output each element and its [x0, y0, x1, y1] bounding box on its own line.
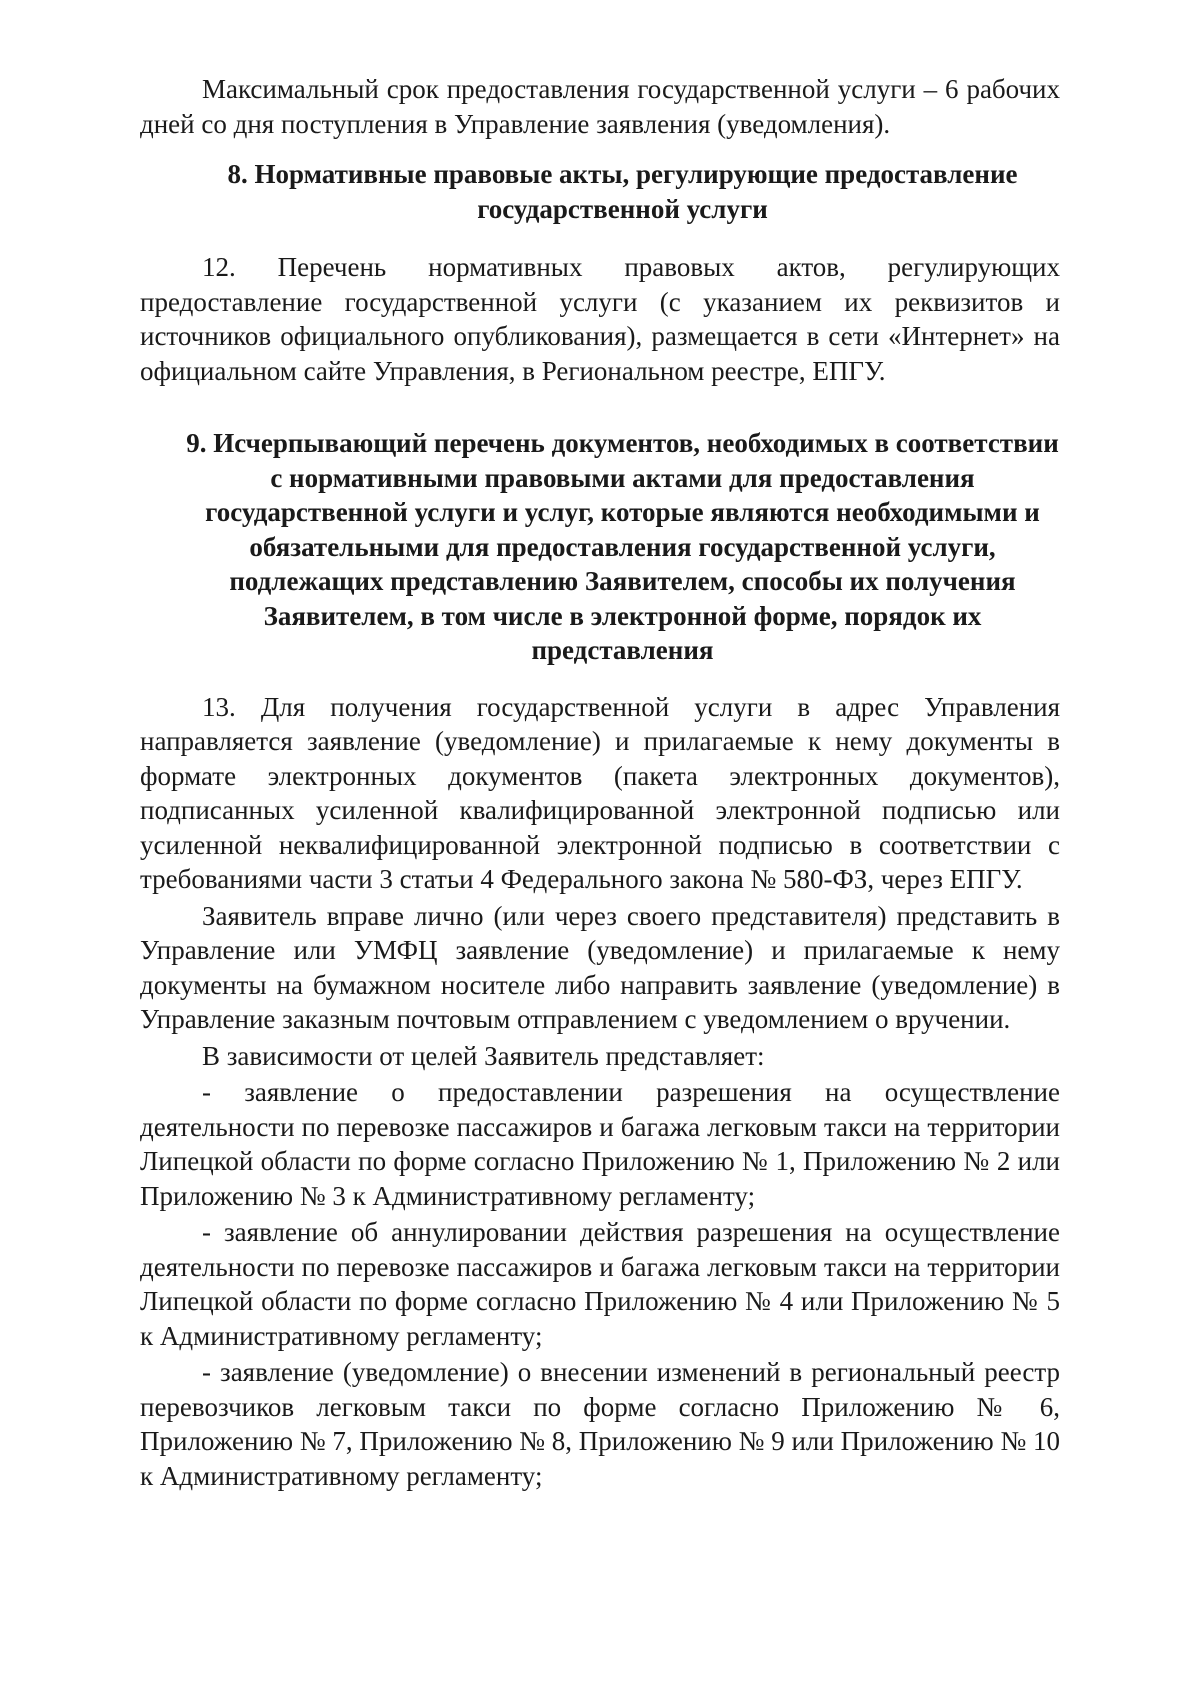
paragraph-depending-on-goals: В зависимости от целей Заявитель представляет: — [202, 1040, 765, 1071]
section-heading-9: 9. Исчерпывающий перечень документов, необходимых в соответствии с нормативными правовыми актами для предоставления государственной услуги и услуг, которые являются необходимыми и обязательными для предоставления государственной услуги, подлежащих представлению Заявителем, способы их получения Заявителем, в том числе в электронной форме, порядок их представления — [186, 428, 1059, 665]
list-item-registry-change-application: - заявление (уведомление) о внесении изменений в региональный реестр перевозчиков легковым такси по форме согласно Приложению № 6, Приложению № 7, Приложению № 8, Приложению № 9 или Приложению № 10 к Административному регламенту; — [140, 1357, 1060, 1491]
paragraph-13: 13. Для получения государственной услуги в адрес Управления направляется заявление (уведомление) и прилагаемые к нему документы в формате электронных документов (пакета электронных документов), подписанных усиленной квалифицированной электронной подписью или усиленной неквалифицированной электронной подписью в соответствии с требованиями части 3 статьи 4 Федерального закона № 580-ФЗ, через ЕПГУ. — [140, 691, 1060, 894]
document-page — [140, 72, 1060, 1493]
paragraph-applicant-rights: Заявитель вправе лично (или через своего представителя) представить в Управление или УМФЦ заявление (уведомление) и прилагаемые к нему документы на бумажном носителе либо направить заявление (уведомление) в Управление заказным почтовым отправлением с уведомлением о вручении. — [140, 900, 1060, 1034]
list-item-permit-application: - заявление о предоставлении разрешения на осуществление деятельности по перевозке пассажиров и багажа легковым такси на территории Липецкой области по форме согласно Приложению № 1, Приложению № 2 или Приложению № 3 к Административному регламенту; — [140, 1077, 1060, 1211]
section-heading-8: 8. Нормативные правовые акты, регулирующие предоставление государственной услуги — [227, 159, 1018, 224]
paragraph-12: 12. Перечень нормативных правовых актов, регулирующих предоставление государственной услуги (с указанием их реквизитов и источников официального опубликования), размещается в сети «Интернет» на официальном сайте Управления, в Региональном реестре, ЕПГУ. — [140, 252, 1060, 386]
paragraph-max-term: Максимальный срок предоставления государственной услуги – 6 рабочих дней со дня поступления в Управление заявления (уведомления). — [140, 74, 1060, 139]
list-item-annulment-application: - заявление об аннулировании действия разрешения на осуществление деятельности по перевозке пассажиров и багажа легковым такси на территории Липецкой области по форме согласно Приложению № 4 или Приложению № 5 к Административному регламенту; — [140, 1217, 1060, 1351]
